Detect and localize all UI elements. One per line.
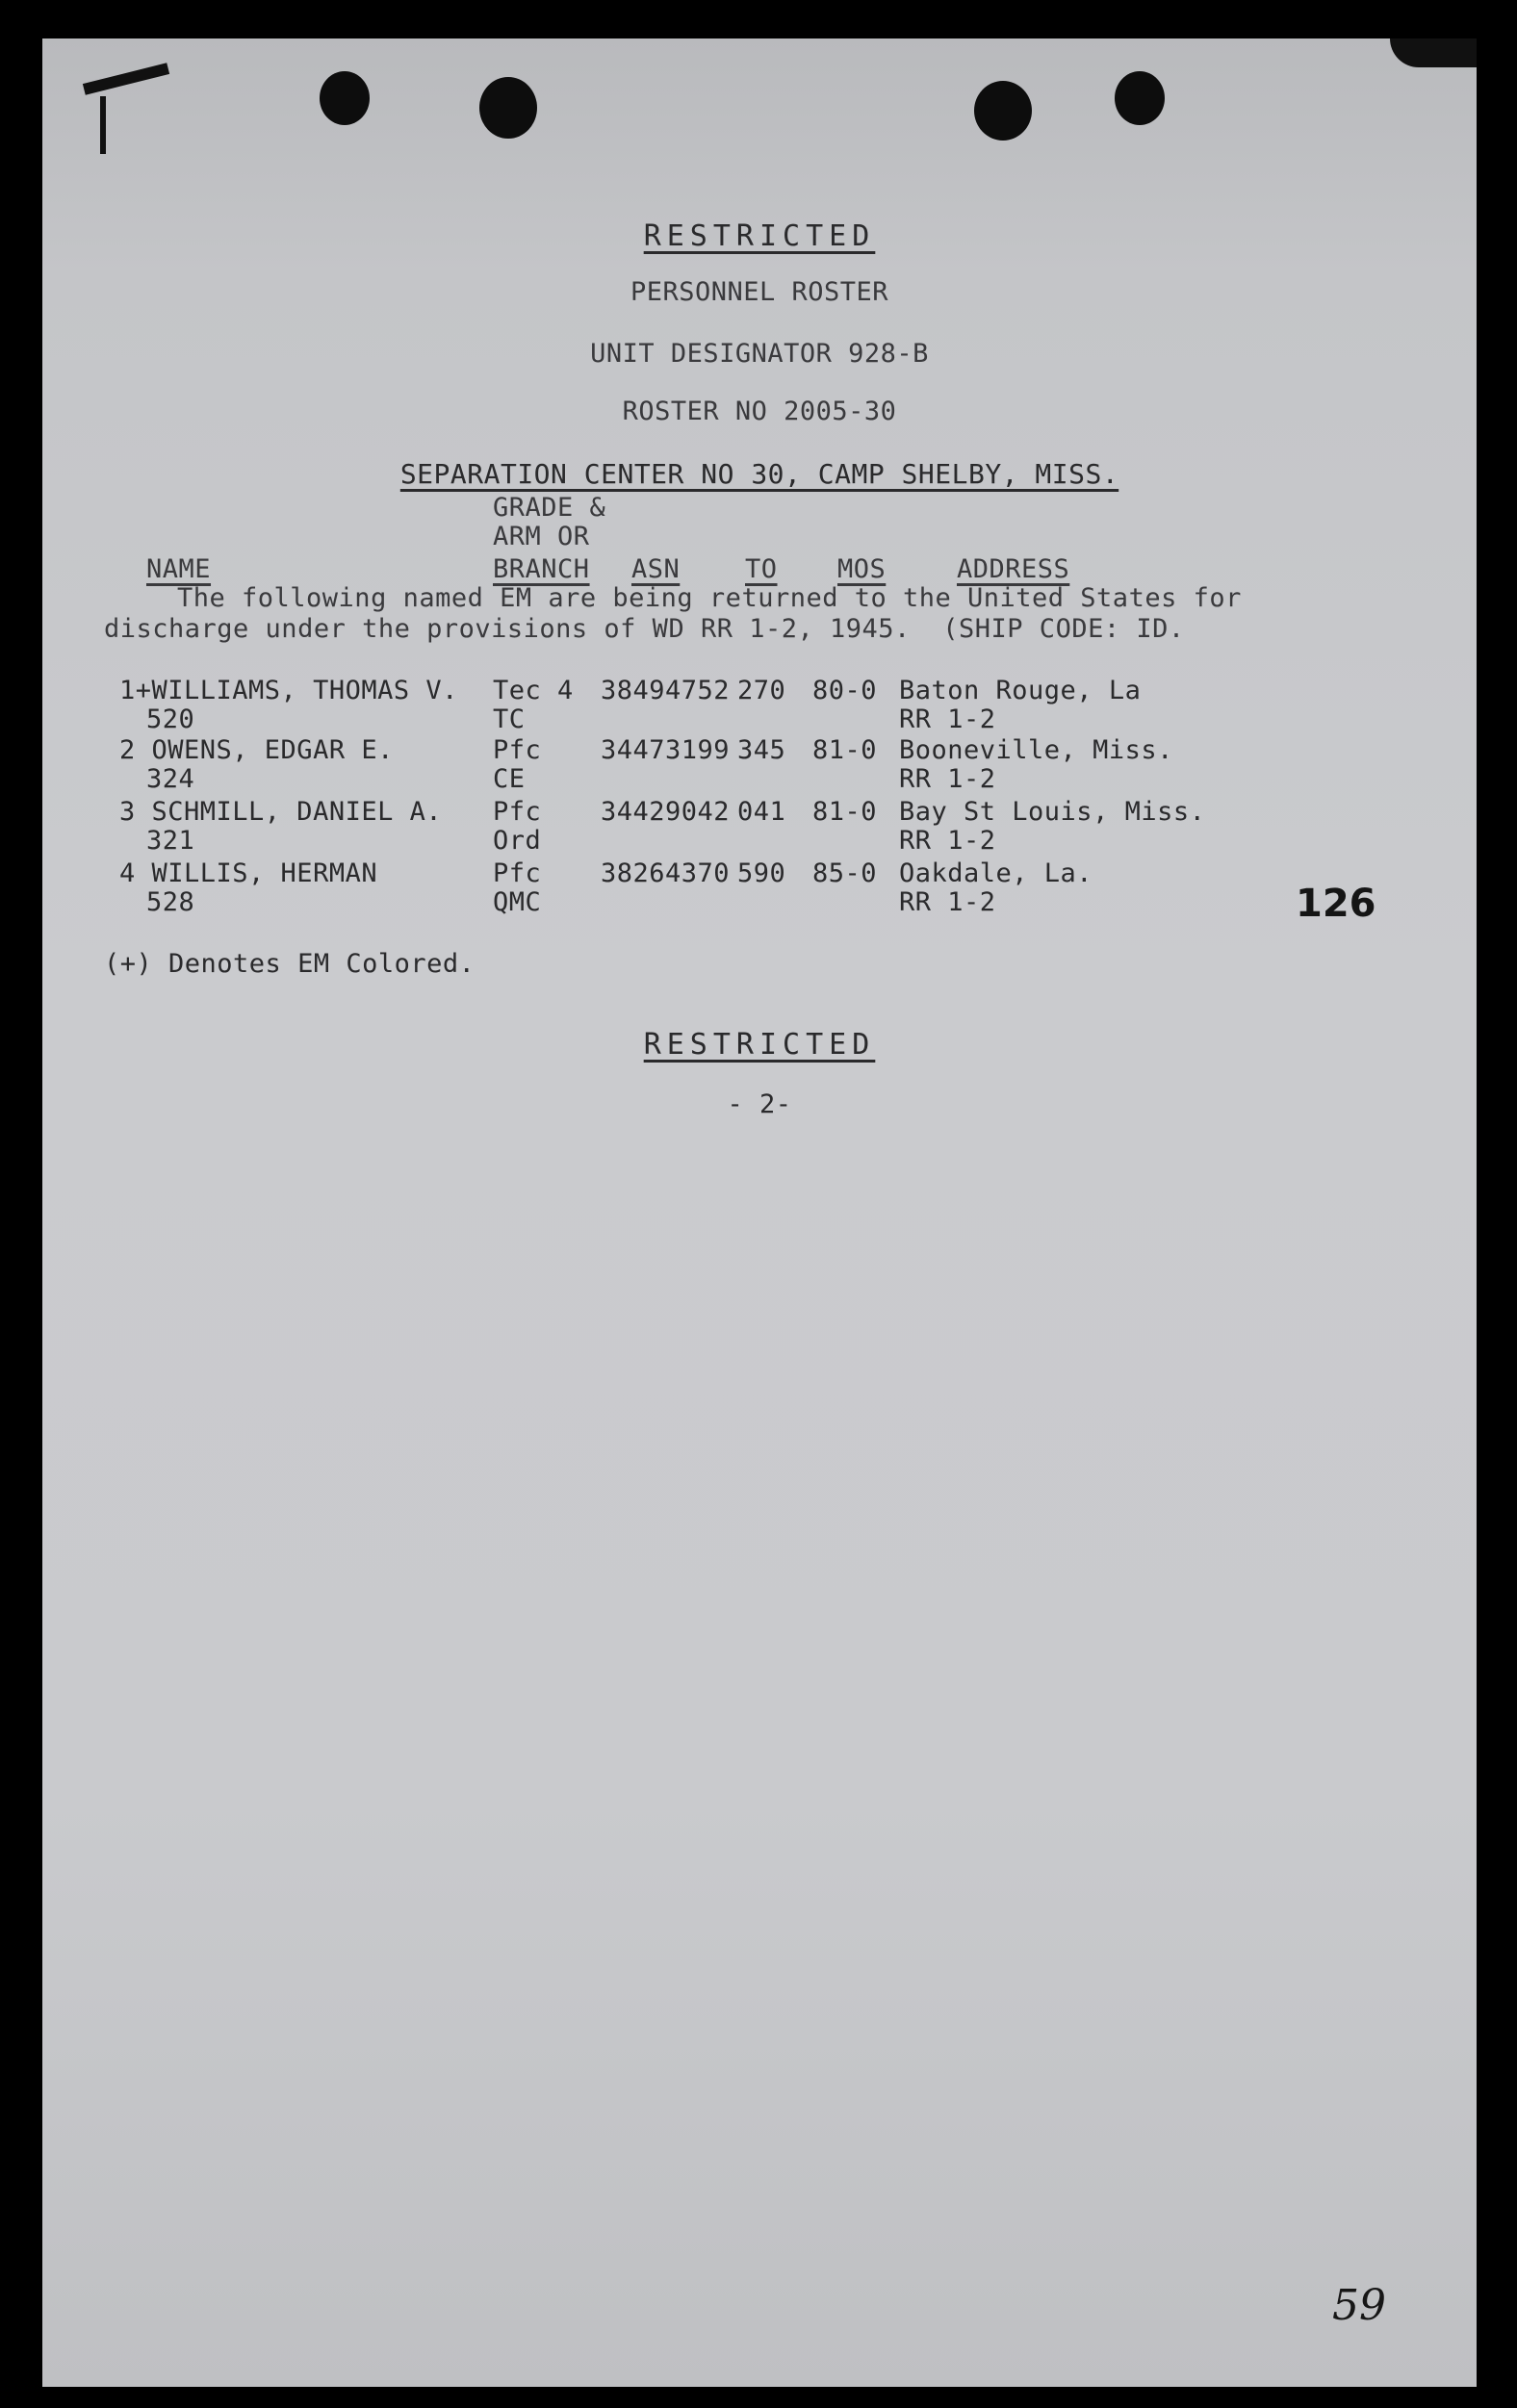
row-grade: Pfc: [493, 735, 542, 765]
row-address: Oakdale, La.: [899, 858, 1093, 888]
row-to: 270: [737, 676, 786, 705]
footnote: (+) Denotes EM Colored.: [104, 949, 476, 979]
row-regulation: RR 1-2: [899, 826, 996, 856]
punch-hole: [479, 77, 537, 139]
staple-mark: [83, 63, 169, 94]
row-asn: 34429042: [601, 797, 731, 827]
classification-footer: RESTRICTED: [643, 1028, 876, 1062]
row-to: 345: [737, 735, 786, 765]
punch-hole: [974, 81, 1032, 141]
row-regulation: RR 1-2: [899, 764, 996, 794]
row-address: Booneville, Miss.: [899, 735, 1173, 765]
handwritten-page-number: 59: [1332, 2281, 1386, 2330]
page-stamp-number: 126: [1296, 882, 1376, 926]
row-name: 4 WILLIS, HERMAN: [119, 858, 378, 888]
row-grade: Pfc: [493, 797, 542, 827]
column-header-address: ADDRESS: [957, 554, 1070, 584]
column-header-arm: ARM OR: [493, 522, 590, 551]
staple-mark: [100, 96, 106, 154]
column-header-name: NAME: [146, 554, 212, 584]
document-type: PERSONNEL ROSTER: [630, 277, 889, 307]
row-branch: Ord: [493, 826, 542, 856]
row-asn: 34473199: [601, 735, 731, 765]
page-number: - 2-: [727, 1089, 792, 1119]
punch-hole: [1115, 71, 1165, 125]
row-mos: 81-0: [812, 735, 878, 765]
row-code: 321: [146, 826, 195, 856]
row-name: 3 SCHMILL, DANIEL A.: [119, 797, 443, 827]
row-to: 590: [737, 858, 786, 888]
row-regulation: RR 1-2: [899, 704, 996, 734]
column-header-grade: GRADE &: [493, 493, 606, 523]
row-code: 324: [146, 764, 195, 794]
row-mos: 81-0: [812, 797, 878, 827]
document-page: [42, 38, 1477, 2387]
intro-line-2: discharge under the provisions of WD RR 1-2, 1945. (SHIP CODE: ID.: [104, 614, 1185, 644]
row-grade: Tec 4: [493, 676, 574, 705]
row-name: 1+WILLIAMS, THOMAS V.: [119, 676, 458, 705]
column-header-to: TO: [745, 554, 778, 584]
scan-edge-mark: [1390, 38, 1477, 67]
row-branch: TC: [493, 704, 526, 734]
intro-line-1: The following named EM are being returned to the United States for: [177, 583, 1242, 613]
unit-designator: UNIT DESIGNATOR 928-B: [590, 339, 929, 369]
row-grade: Pfc: [493, 858, 542, 888]
row-asn: 38264370: [601, 858, 731, 888]
classification-header: RESTRICTED: [643, 219, 876, 253]
row-code: 528: [146, 887, 195, 917]
column-header-branch: BRANCH: [493, 554, 590, 584]
column-header-asn: ASN: [631, 554, 681, 584]
column-header-mos: MOS: [837, 554, 887, 584]
row-regulation: RR 1-2: [899, 887, 996, 917]
punch-hole: [320, 71, 370, 125]
document-title: SEPARATION CENTER NO 30, CAMP SHELBY, MISS.: [399, 458, 1119, 490]
row-code: 520: [146, 704, 195, 734]
row-to: 041: [737, 797, 786, 827]
row-address: Baton Rouge, La: [899, 676, 1142, 705]
row-asn: 38494752: [601, 676, 731, 705]
row-branch: CE: [493, 764, 526, 794]
row-name: 2 OWENS, EDGAR E.: [119, 735, 394, 765]
row-branch: QMC: [493, 887, 542, 917]
row-mos: 85-0: [812, 858, 878, 888]
row-address: Bay St Louis, Miss.: [899, 797, 1206, 827]
roster-number: ROSTER NO 2005-30: [622, 397, 897, 426]
row-mos: 80-0: [812, 676, 878, 705]
